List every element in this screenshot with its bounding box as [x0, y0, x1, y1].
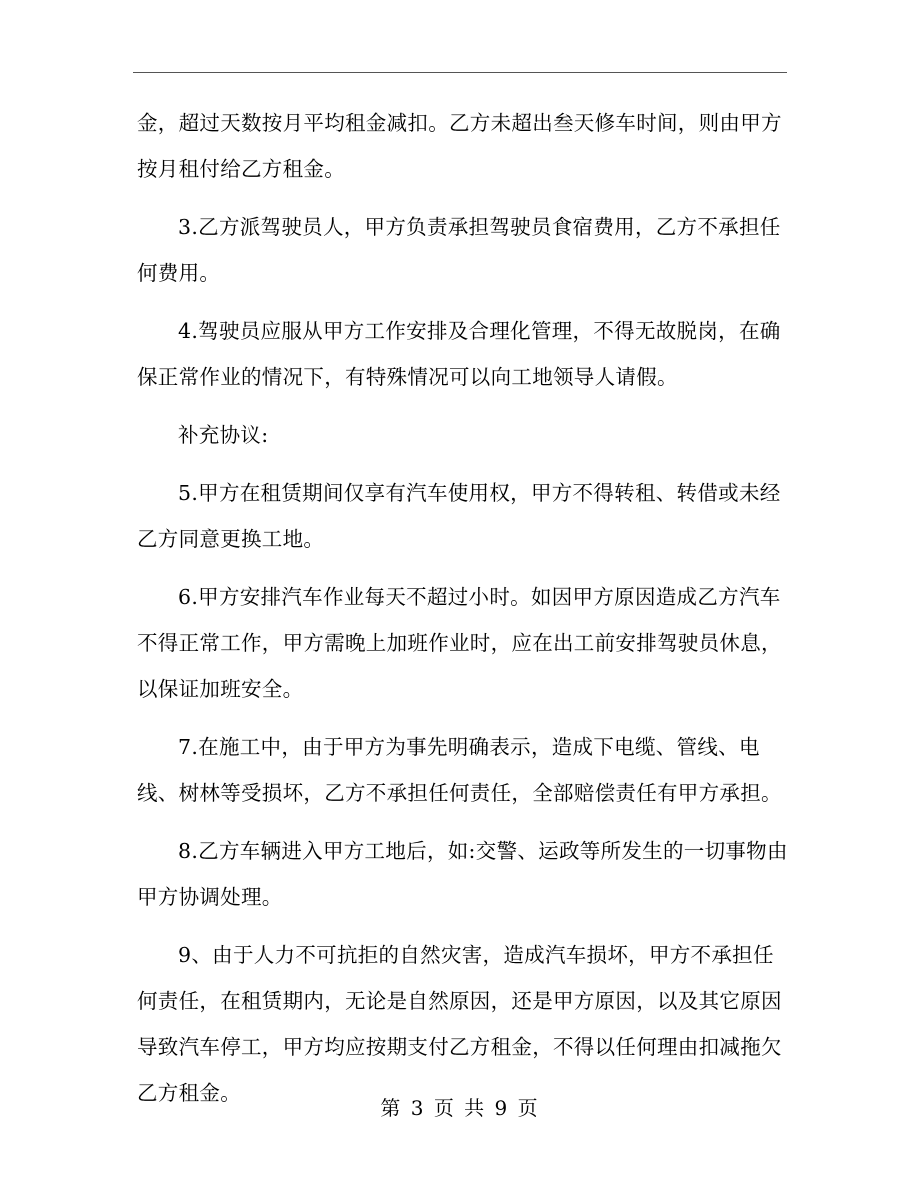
paragraph-clause-6: 6.甲方安排汽车作业每天不超过小时。如因甲方原因造成乙方汽车不得正常工作，甲方需晚上加班作业时，应在出工前安排驾驶员休息，以保证加班安全。: [137, 585, 782, 701]
paragraph-continuation: 金，超过天数按月平均租金减扣。乙方未超出叁天修车时间，则由甲方按月租付给乙方租金。: [137, 111, 782, 181]
header-divider: [133, 72, 787, 73]
paragraph-clause-3: 3.乙方派驾驶员人，甲方负责承担驾驶员食宿费用，乙方不承担任何费用。: [137, 215, 781, 285]
page-number-footer: 第 3 页 共 9 页: [380, 1096, 540, 1120]
paragraph-clause-9: 9、由于人力不可抗拒的自然灾害，造成汽车损坏，甲方不承担任何责任，在租赁期内，无论是自然原因，还是甲方原因，以及其它原因导致汽车停工，甲方均应按期支付乙方租金，不得以任何理由扣减拖欠乙方租金。: [137, 943, 782, 1105]
paragraph-clause-8: 8.乙方车辆进入甲方工地后，如:交警、运政等所发生的一切事物由甲方协调处理。: [137, 839, 788, 909]
paragraph-clause-5: 5.甲方在租赁期间仅享有汽车使用权，甲方不得转租、转借或未经乙方同意更换工地。: [137, 481, 781, 551]
paragraph-clause-4: 4.驾驶员应服从甲方工作安排及合理化管理，不得无故脱岗，在确保正常作业的情况下，有特殊情况可以向工地领导人请假。: [137, 319, 781, 389]
paragraph-clause-7: 7.在施工中，由于甲方为事先明确表示，造成下电缆、管线、电线、树林等受损坏，乙方不承担任何责任，全部赔偿责任有甲方承担。: [137, 735, 782, 805]
section-heading-supplementary: 补充协议:: [178, 423, 269, 447]
document-body: [137, 100, 791, 1116]
